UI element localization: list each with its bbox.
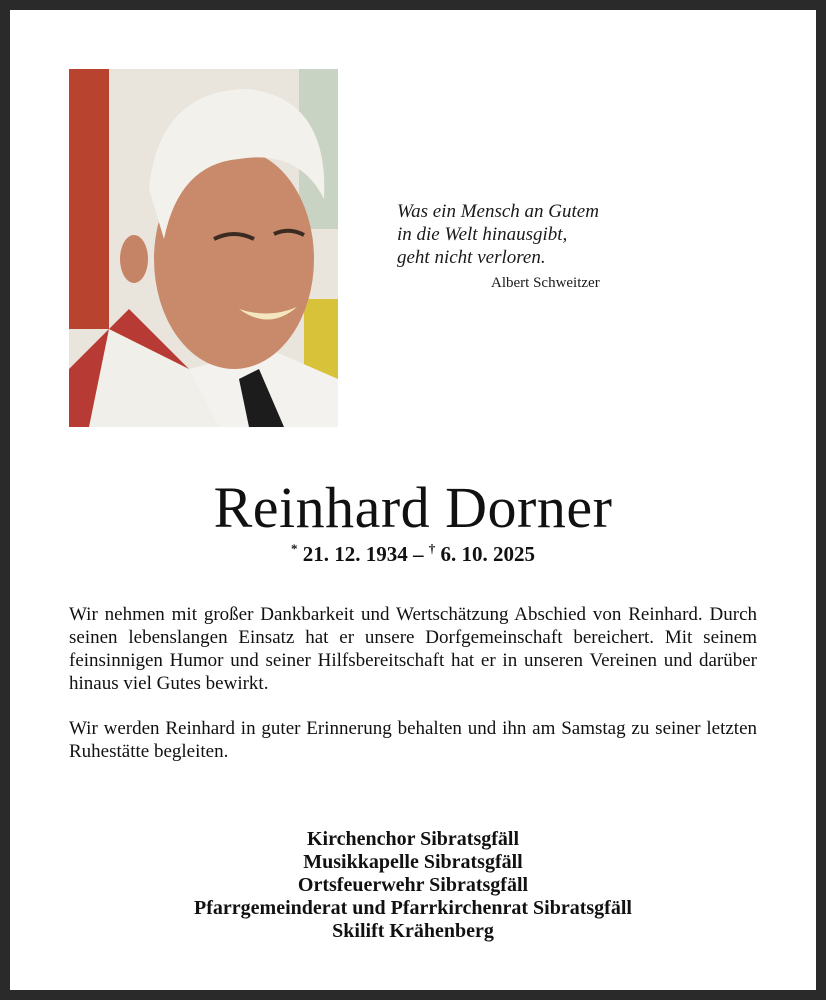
birth-symbol: * bbox=[291, 541, 298, 556]
quote bbox=[397, 200, 727, 269]
paragraph: Wir nehmen mit großer Dankbarkeit und Wertschätzung Abschied von Reinhard. Durch seinen lebenslangen Einsatz hat er unsere Dorfgemeinschaft bereichert. Mit seinem feinsinnigen Humor und seiner Hilfsbereitschaft hat er in unseren Vereinen und darüber hinaus viel Gutes bewirkt. bbox=[69, 604, 757, 694]
quote-line: in die Welt hinausgibt, bbox=[397, 224, 568, 245]
portrait-image bbox=[69, 69, 338, 427]
deceased-name: Reinhard Dorner bbox=[213, 475, 613, 540]
signer: Skilift Krähenberg bbox=[332, 920, 494, 942]
life-dates bbox=[10, 541, 816, 567]
signer: Musikkapelle Sibratsgfäll bbox=[303, 851, 523, 873]
signer: Pfarrgemeinderat und Pfarrkirchenrat Sibratsgfäll bbox=[194, 897, 632, 919]
portrait-photo bbox=[69, 69, 338, 427]
paragraph: Wir werden Reinhard in guter Erinnerung behalten und ihn am Samstag zu seiner letzten Ruhestätte begleiten. bbox=[69, 718, 757, 762]
quote-line: Was ein Mensch an Gutem bbox=[397, 201, 599, 222]
signer: Kirchenchor Sibratsgfäll bbox=[306, 828, 520, 850]
death-symbol: † bbox=[428, 541, 436, 556]
signer: Ortsfeuerwehr Sibratsgfäll bbox=[297, 874, 529, 896]
date-separator: – bbox=[413, 542, 424, 566]
quote-line: geht nicht verloren. bbox=[397, 247, 546, 268]
signers-list bbox=[10, 828, 816, 943]
quote-author: Albert Schweitzer bbox=[491, 275, 600, 291]
obituary-text bbox=[69, 603, 757, 785]
death-date: 6. 10. 2025 bbox=[440, 542, 535, 566]
obituary-page bbox=[10, 10, 816, 990]
birth-date: 21. 12. 1934 bbox=[302, 542, 408, 566]
